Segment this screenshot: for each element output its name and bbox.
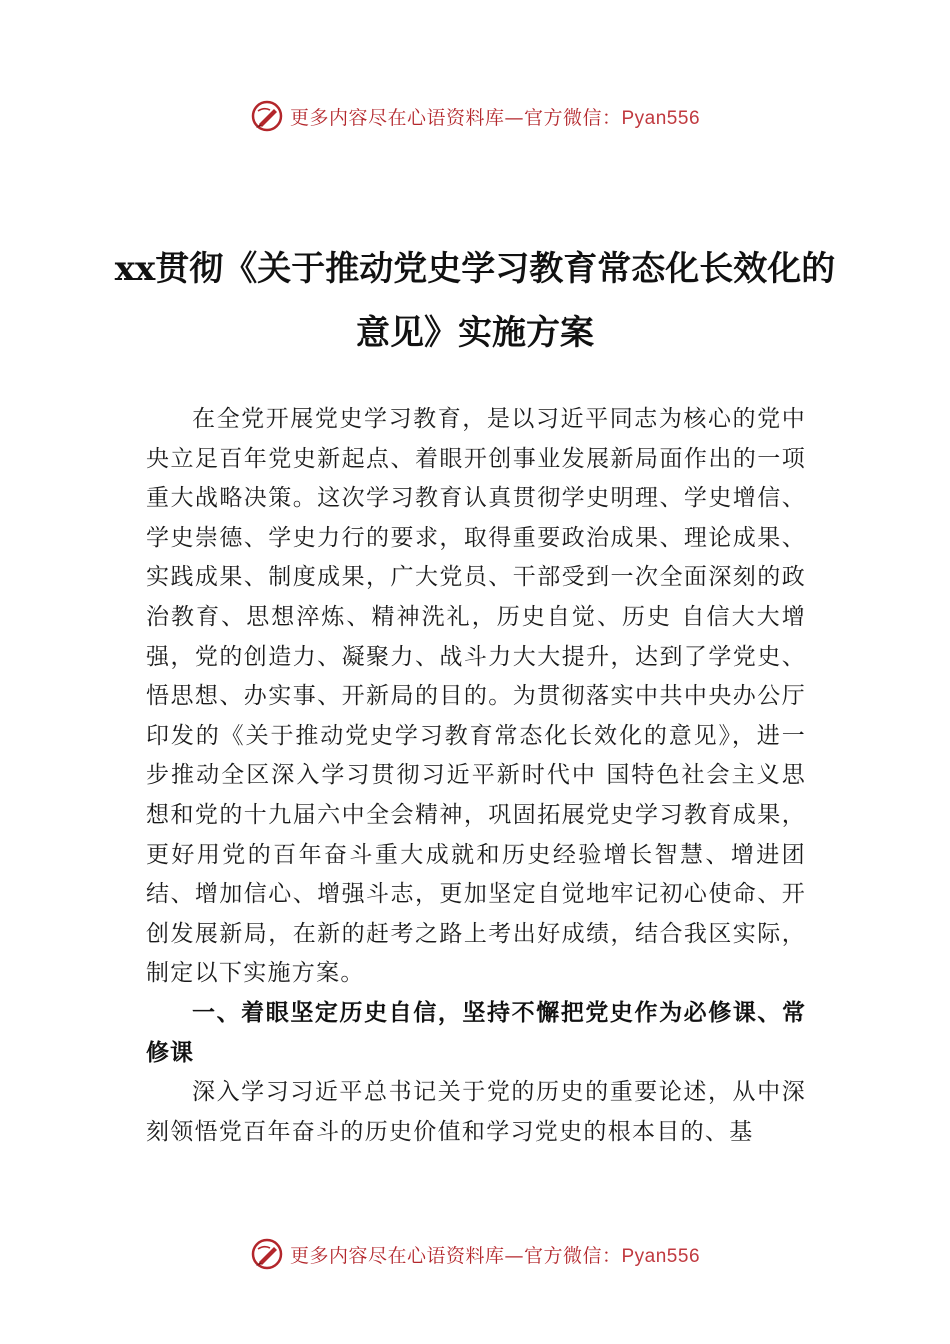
- document-body: [146, 400, 806, 1152]
- watermark-text: [290, 1241, 700, 1268]
- section-heading: 一、着眼坚定历史自信，坚持不懈把党史作为必修课、常修课: [146, 999, 806, 1066]
- brush-logo-icon: [250, 99, 284, 133]
- watermark-wechat-id: Pyan556: [621, 1245, 701, 1267]
- document-title: xx贯彻《关于推动党史学习教育常态化长效化的意见》实施方案: [114, 248, 836, 353]
- footer-watermark: [0, 1234, 950, 1274]
- header-watermark: [0, 96, 950, 136]
- watermark-text: [290, 103, 700, 130]
- brush-logo-icon: [250, 1237, 284, 1271]
- intro-paragraph: 在全党开展党史学习教育，是以习近平同志为核心的党中央立足百年党史新起点、着眼开创事业发展新局面作出的一项重大战略决策。这次学习教育认真贯彻学史明理、学史增信、学史崇德、学史力行的要求，取得重要政治成果、理论成果、实践成果、制度成果，广大党员、干部受到一次全面深刻的政治教育、思想淬炼、精神洗礼，历史自觉、历史 自信大大增强，党的创造力、凝聚力、战斗力大大提升，达到了学党史、悟思想、办实事、开新局的目的。为贯彻落实中共中央办公厅印发的《关于推动党史学习教育常态化长效化的意见》，进一步推动全区深入学习贯彻习近平新时代中 国特色社会主义思想和党的十九届六中全会精神，巩固拓展党史学习教育成果，更好用党的百年奋斗重大成就和历史经验增长智慧、增进团结、增加信心、增强斗志，更加坚定自觉地牢记初心使命、开创发展新局，在新的赶考之路上考出好成绩，结合我区实际，制定以下实施方案。: [146, 406, 806, 987]
- section-paragraph: 深入学习习近平总书记关于党的历史的重要论述，从中深刻领悟党百年奋斗的历史价值和学习党史的根本目的、基: [146, 1079, 806, 1145]
- watermark-wechat-id: Pyan556: [621, 107, 701, 129]
- watermark-label: 更多内容尽在心语资料库—官方微信：: [289, 106, 622, 129]
- watermark-label: 更多内容尽在心语资料库—官方微信：: [289, 1244, 622, 1267]
